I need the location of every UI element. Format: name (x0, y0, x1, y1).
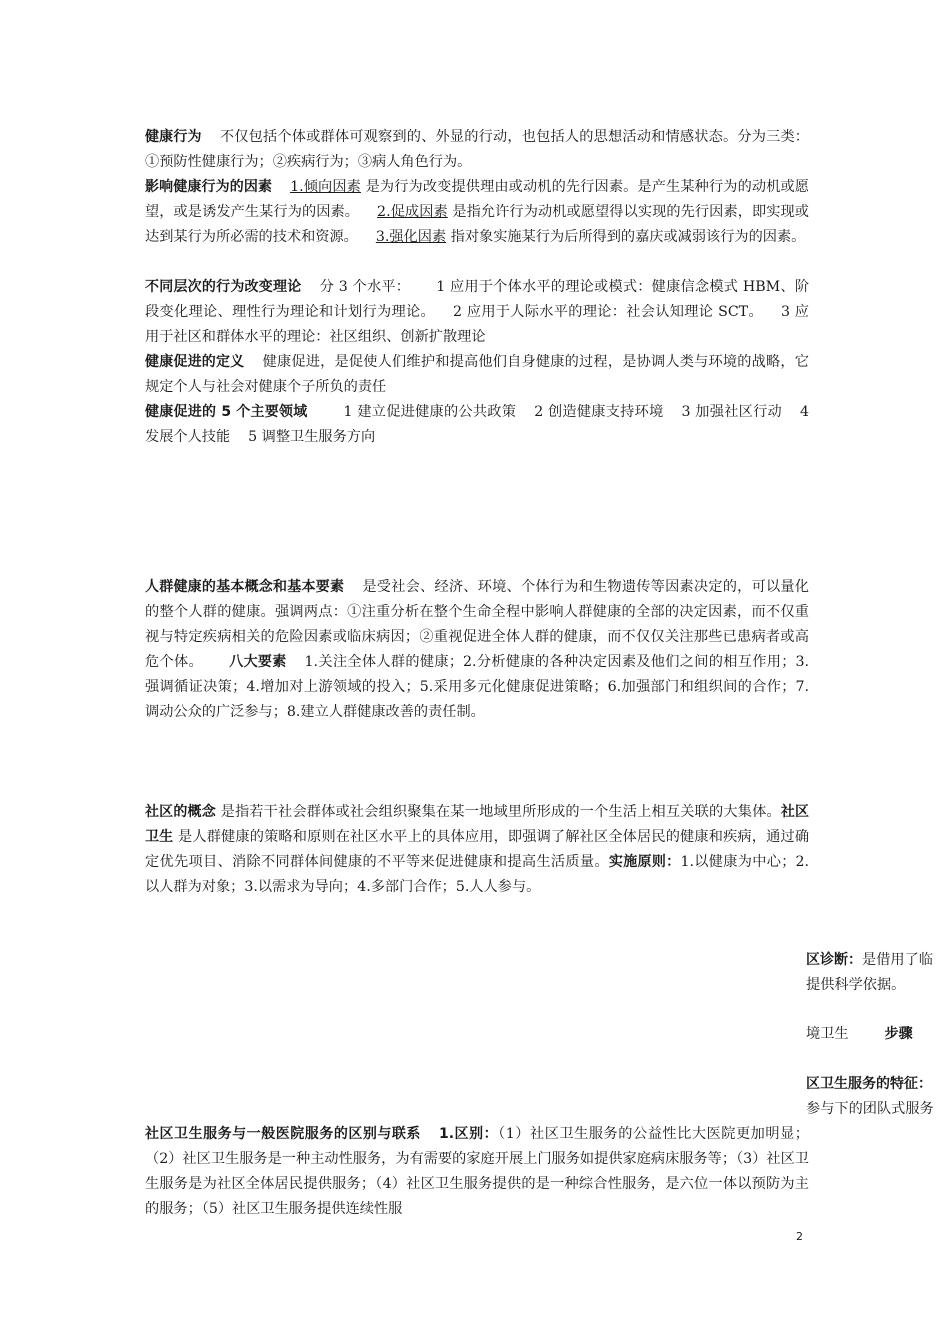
theory-level-1: 1 应用于个体水平的理论或模式：健康信念模式 HBM、阶段变化理论、理性行为理论和计划行为理论。 (145, 279, 810, 320)
paragraph-health-behavior (145, 125, 809, 175)
theory-level-3: 3 应用于社区和群体水平的理论：社区组织、创新扩散理论 (145, 304, 809, 345)
term-differences: 1.区别： (438, 1126, 499, 1142)
side-fragment-community-diagnosis (806, 948, 950, 998)
term-health-promotion-definition: 健康促进的定义 (145, 354, 245, 370)
term-community-diagnosis: 区诊断： (806, 952, 862, 968)
paragraph-health-promotion-areas (145, 400, 809, 450)
term-implementation-principles: 实施原则： (608, 854, 681, 870)
term-service-features: 区卫生服务的特征： (806, 1076, 932, 1092)
term-health-behavior: 健康行为 (145, 129, 202, 145)
side-fragment-service-features (806, 1072, 950, 1122)
theory-level-2: 2 应用于人际水平的理论：社会认知理论 SCT。 (452, 304, 763, 320)
term-service-comparison: 社区卫生服务与一般医院服务的区别与联系 (145, 1126, 421, 1142)
paragraph-population-health (145, 575, 809, 725)
environment-health-text: 境卫生 (806, 1026, 849, 1042)
term-community-concept: 社区的概念 (145, 804, 216, 820)
health-behavior-text: 不仅包括个体或群体可观察到的、外显的行动，也包括人的思想活动和情感状态。分为三类：①预防性健康行为；②疾病行为；③病人角色行为。 (145, 129, 809, 170)
term-behavior-factors: 影响健康行为的因素 (145, 179, 273, 195)
service-features-line2: 参与下的团队式服务 (806, 1101, 934, 1117)
theories-intro: 分 3 个水平： (319, 279, 411, 295)
side-fragment-steps (806, 1022, 950, 1047)
factor-enabling-label: 2.促成因素 (377, 204, 448, 220)
area-2: 2 创造健康支持环境 (534, 404, 664, 420)
factor-enabling-text: 是指允许行为动机或愿望得以实现的先行因素，即实现或达到某行为所必需的技术和资源。 (145, 204, 809, 245)
paragraph-community (145, 800, 809, 900)
factor-reinforcing-label: 3.强化因素 (375, 229, 447, 245)
term-steps: 步骤 (884, 1026, 913, 1042)
community-health-text: 是人群健康的策略和原则在社区水平上的具体应用，即强调了解社区全体居民的健康和疾病，通过确定优先项目、消除不同群体间健康的不平等来促进健康和提高生活质量。 (145, 829, 810, 870)
area-4: 4 发展个人技能 (145, 404, 809, 445)
term-population-health: 人群健康的基本概念和基本要素 (145, 579, 345, 595)
community-diagnosis-line2: 提供科学依据。 (806, 977, 906, 993)
term-health-promotion-areas: 健康促进的 5 个主要领域 (145, 404, 308, 420)
differences-text: （1）社区卫生服务的公益性比大医院更加明显；（2）社区卫生服务是一种主动性服务，为有需要的家庭开展上门服务如提供家庭病床服务等；（3）社区卫生服务是为社区全体居民提供服务；（4）社区卫生服务提供的是一种综合性服务，是六位一体以预防为主的服务；（5）社区卫生服务提供连续性服 (145, 1126, 809, 1217)
eight-elements-text: 1.关注全体人群的健康；2.分析健康的各种决定因素及他们之间的相互作用；3.强调循证决策；4.增加对上游领域的投入；5.采用多元化健康促进策略；6.加强部门和组织间的合作；7.调动公众的广泛参与；8.建立人群健康改善的责任制。 (145, 654, 809, 720)
paragraph-service-comparison (145, 1122, 809, 1222)
population-health-text: 是受社会、经济、环境、个体行为和生物遗传等因素决定的，可以量化的整个人群的健康。强调两点：①注重分析在整个生命全程中影响人群健康的全部的决定因素，而不仅重视与特定疾病相关的危险因素或临床病因；②重视促进全体人群的健康，而不仅仅关注那些已患病者或高危个体。 (145, 579, 809, 670)
factor-reinforcing-text: 指对象实施某行为后所得到的嘉庆或减弱该行为的因素。 (450, 229, 806, 245)
area-1: 1 建立促进健康的公共政策 (343, 404, 517, 420)
term-community-health: 社区卫生 (145, 804, 809, 845)
area-5: 5 调整卫生服务方向 (248, 429, 376, 445)
factor-predisposing-text: 是为行为改变提供理由或动机的先行因素。是产生某种行为的动机或愿望，或是诱发产生某行为的因素。 (145, 179, 809, 220)
community-diagnosis-text: 是借用了临 (862, 952, 933, 968)
paragraph-health-promotion-definition (145, 350, 809, 400)
health-promotion-definition-text: 健康促进，是促使人们维护和提高他们自身健康的过程，是协调人类与环境的战略，它规定个人与社会对健康个子所负的责任 (145, 354, 809, 395)
paragraph-behavior-theories (145, 275, 809, 350)
page-number: 2 (796, 1230, 803, 1243)
area-3: 3 加强社区行动 (681, 404, 782, 420)
implementation-principles-text: 1.以健康为中心；2.以人群为对象；3.以需求为导向；4.多部门合作；5.人人参与。 (145, 854, 809, 895)
community-concept-text: 是指若干社会群体或社会组织聚集在某一地域里所形成的一个生活上相互关联的大集体。 (220, 804, 781, 820)
term-behavior-theories: 不同层次的行为改变理论 (145, 279, 302, 295)
factor-predisposing-label: 1.倾向因素 (290, 179, 361, 195)
term-eight-elements: 八大要素 (228, 654, 287, 670)
paragraph-behavior-factors (145, 175, 809, 250)
